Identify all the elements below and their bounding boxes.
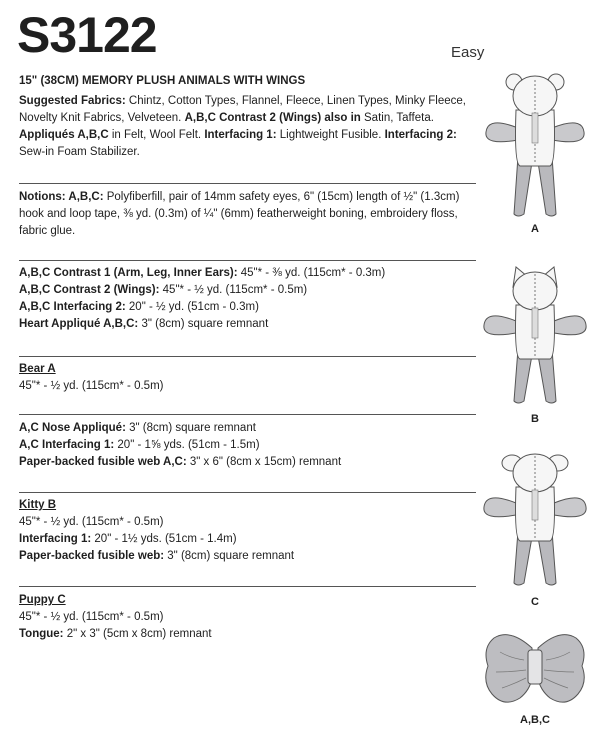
fabrics-contrast-label: A,B,C Contrast 2 (Wings) also in [184, 112, 361, 124]
fabrics-text: Chintz, Cotton Types, Flannel, Fleece, Linen Types, Minky Fleece, Novelty Knit Fabrics, Velveteen. [19, 95, 466, 124]
requirement-row [19, 531, 469, 548]
puppy-illustration [480, 447, 590, 587]
kitty-title: Kitty B [19, 499, 57, 511]
fabrics-interfacing2-label: Interfacing 2: [384, 129, 457, 141]
fabrics-interfacing2-text: Sew-in Foam Stabilizer. [19, 146, 140, 158]
requirement-value: 3" (8cm) square remnant [164, 550, 295, 562]
requirement-value: 20" - 1½ yds. (51cm - 1.4m) [91, 533, 237, 545]
requirement-label: A,C Interfacing 1: [19, 439, 115, 451]
fabrics-interfacing1-label: Interfacing 1: [204, 129, 277, 141]
figure-puppy [480, 447, 590, 612]
fabrics-label: Suggested Fabrics: [19, 95, 126, 107]
requirement-label: Tongue: [19, 628, 64, 640]
suggested-fabrics [19, 93, 474, 161]
divider [19, 183, 476, 184]
requirement-value: 45"* - ⅜ yd. (115cm* - 0.3m) [237, 267, 386, 279]
requirement-row [19, 265, 469, 282]
figure-a-label: A [531, 223, 539, 235]
fabrics-applique-label: Appliqués A,B,C [19, 129, 109, 141]
divider [19, 414, 476, 415]
figure-bear [480, 68, 590, 238]
common-requirements [19, 265, 469, 333]
fabrics-interfacing1-text: Lightweight Fusible. [276, 129, 385, 141]
figure-wings [480, 628, 590, 728]
bear-title: Bear A [19, 363, 56, 375]
requirement-row [19, 437, 469, 454]
puppy-title: Puppy C [19, 594, 66, 606]
puppy-yardage: 45"* - ½ yd. (115cm* - 0.5m) [19, 611, 164, 623]
requirement-label: Heart Appliqué A,B,C: [19, 318, 139, 330]
bear-illustration [480, 68, 590, 218]
pattern-title: 15" (38CM) MEMORY PLUSH ANIMALS WITH WINGS [19, 75, 306, 87]
notions [19, 189, 474, 240]
puppy-section [19, 592, 469, 643]
requirement-row [19, 316, 469, 333]
requirement-row [19, 282, 469, 299]
notions-text: Polyfiberfill, pair of 14mm safety eyes, 6" (15cm) length of ½" (1.3cm) hook and loop tape, ⅜ yd. (0.3m) of ¼" (6mm) featherweight boning, embroidery floss, fabric glue. [19, 191, 460, 237]
requirement-value: 20" - ½ yd. (51cm - 0.3m) [125, 301, 259, 313]
requirement-row [19, 626, 469, 643]
requirement-label: A,B,C Interfacing 2: [19, 301, 126, 313]
requirement-value: 20" - 1⅝ yds. (51cm - 1.5m) [114, 439, 260, 451]
figure-wings-label: A,B,C [520, 714, 550, 726]
kitty-section [19, 497, 469, 565]
divider [19, 260, 476, 261]
requirement-value: 2" x 3" (5cm x 8cm) remnant [63, 628, 212, 640]
figure-b-label: B [531, 413, 539, 425]
divider [19, 492, 476, 493]
divider [19, 356, 476, 357]
requirement-label: A,C Nose Appliqué: [19, 422, 126, 434]
requirement-label: A,B,C Contrast 2 (Wings): [19, 284, 160, 296]
kitty-illustration [480, 265, 590, 405]
bear-yardage: 45"* - ½ yd. (115cm* - 0.5m) [19, 380, 164, 392]
requirement-label: Interfacing 1: [19, 533, 92, 545]
notions-label: Notions: A,B,C: [19, 191, 104, 203]
requirement-label: Paper-backed fusible web A,C: [19, 456, 187, 468]
requirement-value: 45"* - ½ yd. (115cm* - 0.5m) [159, 284, 308, 296]
wings-illustration [480, 628, 590, 710]
requirement-row [19, 420, 469, 437]
divider [19, 586, 476, 587]
ac-requirements [19, 420, 469, 471]
requirement-row [19, 454, 469, 471]
requirement-value: 3" x 6" (8cm x 15cm) remnant [186, 456, 342, 468]
fabrics-contrast-text: Satin, Taffeta. [360, 112, 434, 124]
requirement-row [19, 548, 469, 565]
difficulty-label: Easy [451, 44, 485, 61]
requirement-label: A,B,C Contrast 1 (Arm, Leg, Inner Ears): [19, 267, 238, 279]
fabrics-applique-text: in Felt, Wool Felt. [108, 129, 205, 141]
figure-kitty [480, 265, 590, 430]
requirement-value: 3" (8cm) square remnant [125, 422, 256, 434]
kitty-yardage: 45"* - ½ yd. (115cm* - 0.5m) [19, 516, 164, 528]
pattern-number: S3122 [17, 7, 157, 63]
requirement-value: 3" (8cm) square remnant [138, 318, 269, 330]
figure-c-label: C [531, 596, 539, 608]
requirement-row [19, 299, 469, 316]
bear-section [19, 361, 469, 395]
requirement-label: Paper-backed fusible web: [19, 550, 165, 562]
